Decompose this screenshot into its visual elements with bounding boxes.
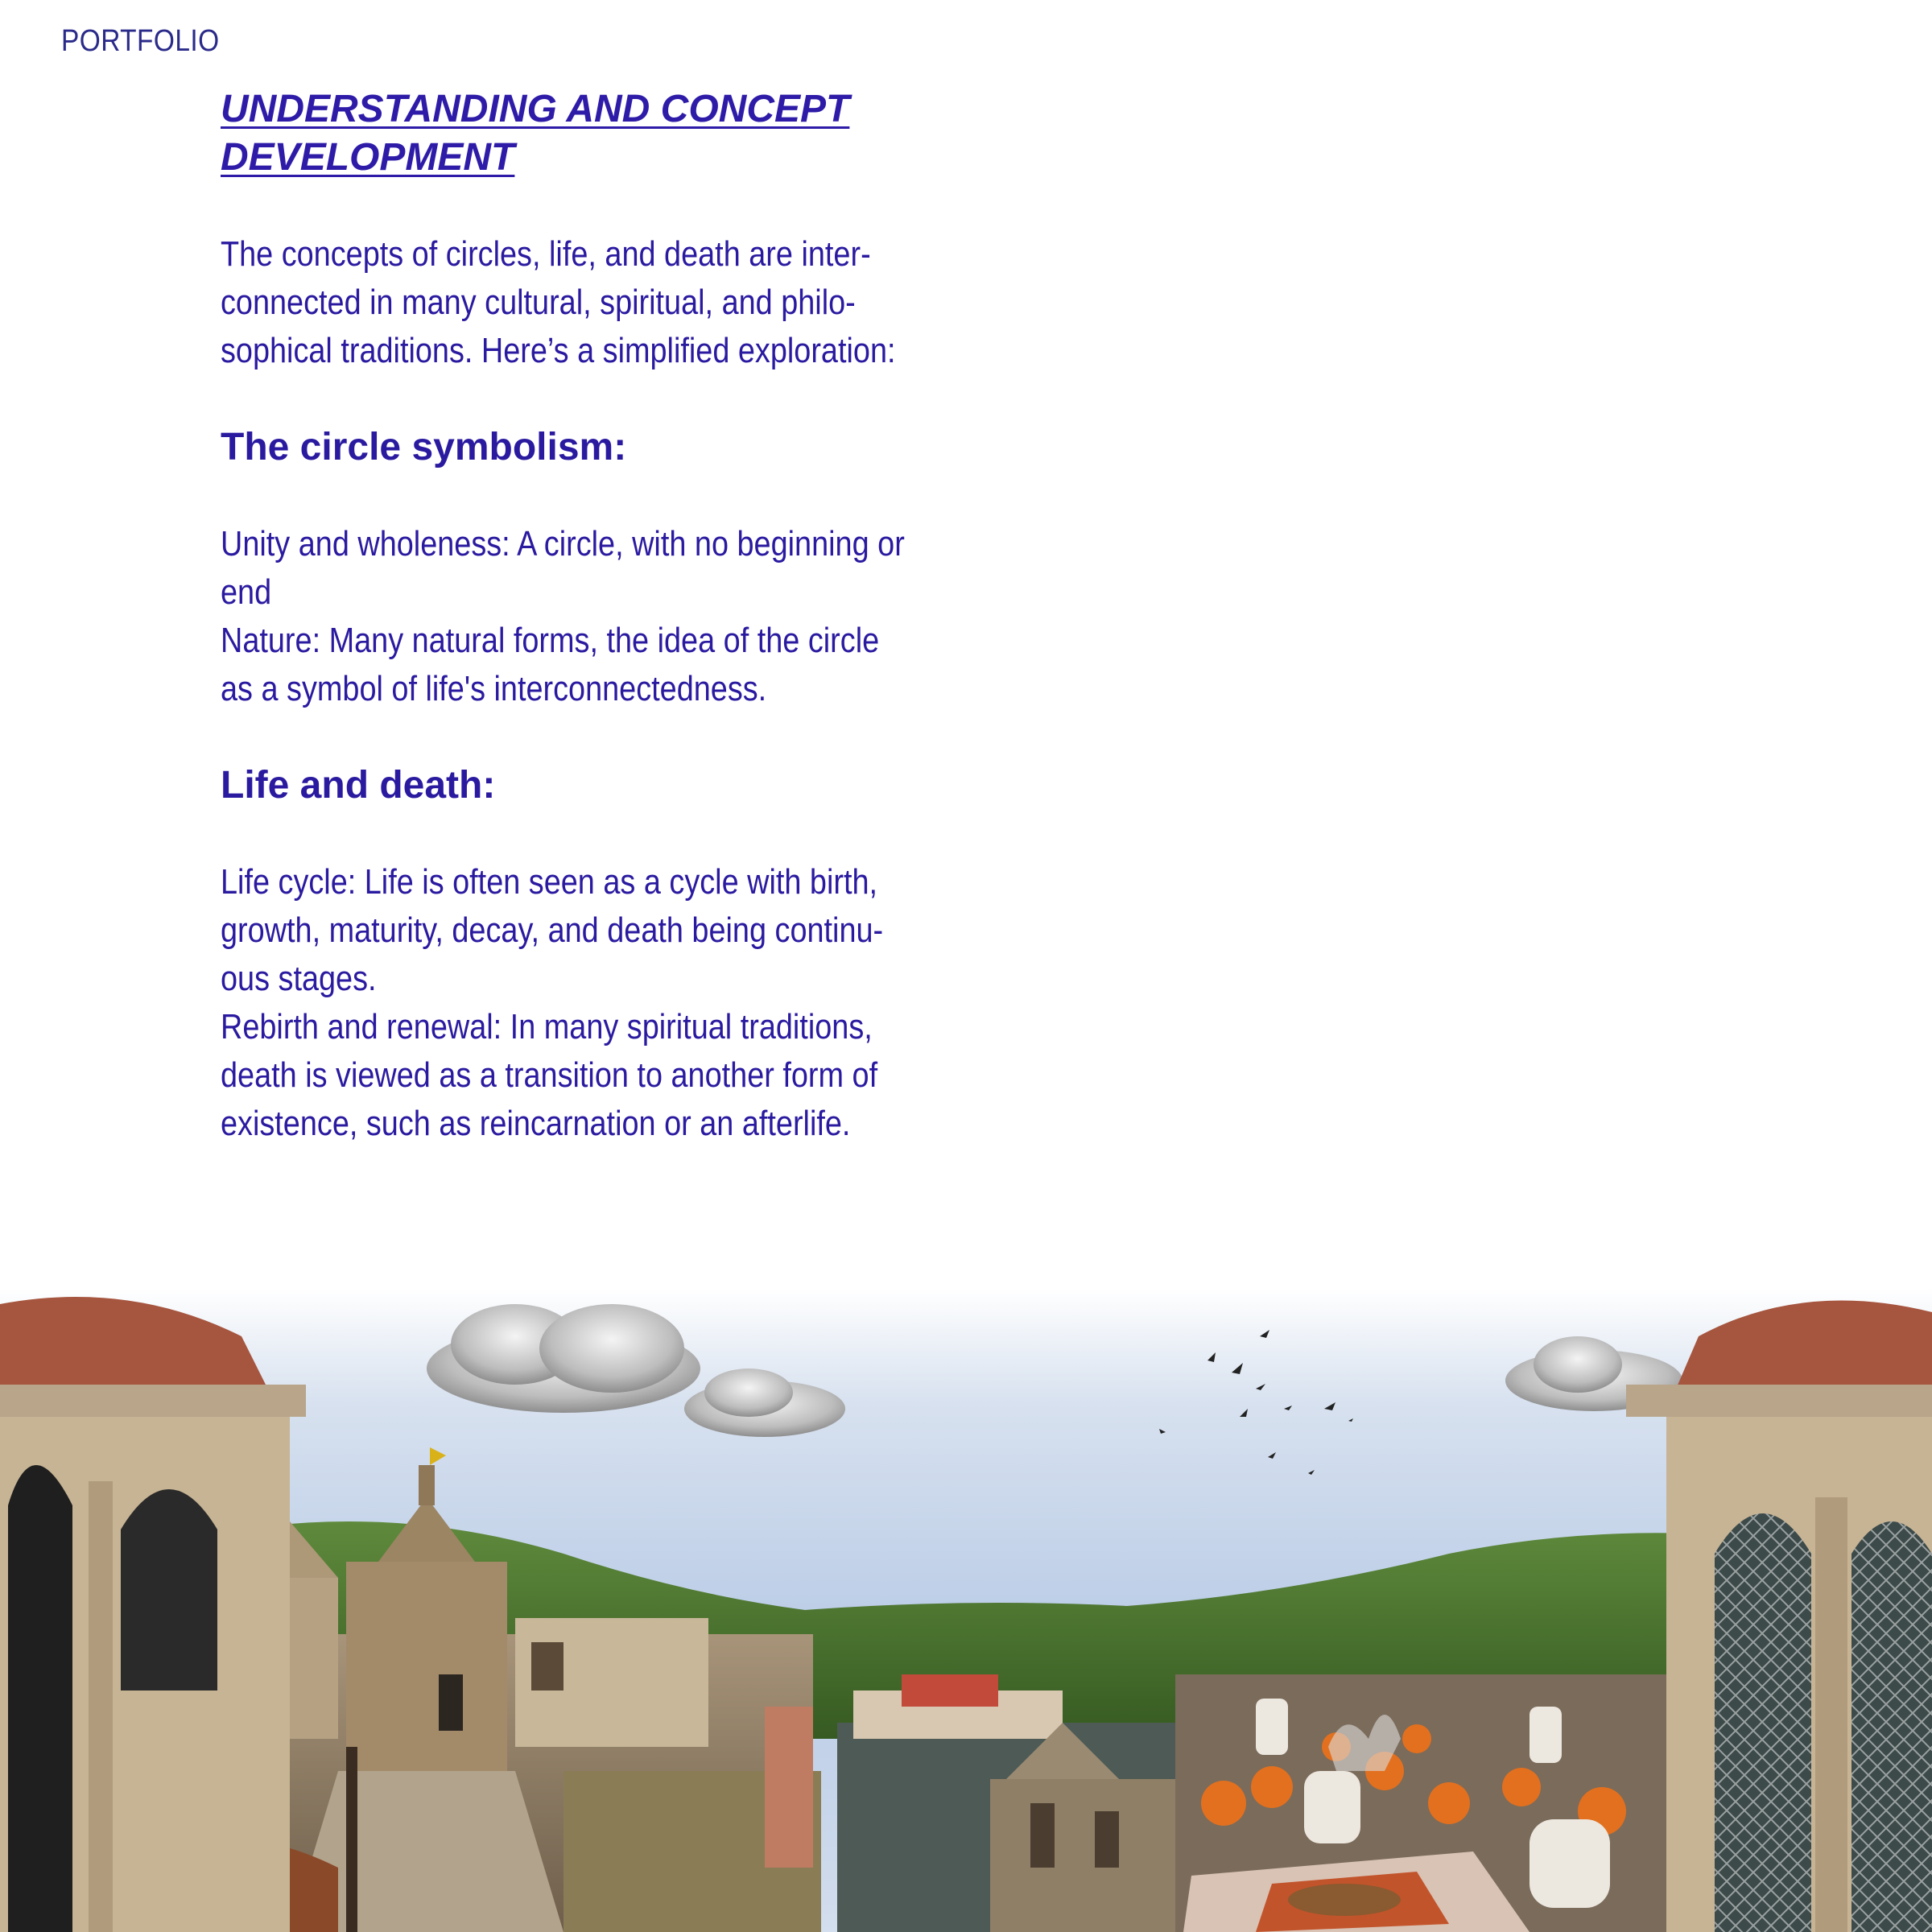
pavilion-left bbox=[0, 1297, 306, 1932]
page-title bbox=[221, 85, 1009, 182]
section-heading-circle-symbolism: The circle symbolism: bbox=[221, 426, 627, 469]
body-line: end bbox=[221, 572, 272, 612]
body-line: growth, maturity, decay, and death being continu- bbox=[221, 910, 884, 950]
circle-symbolism-paragraph bbox=[221, 520, 1009, 713]
ritual-gathering bbox=[1175, 1674, 1674, 1932]
title-line-2: DEVELOPMENT bbox=[221, 136, 515, 179]
intro-line: connected in many cultural, spiritual, and philo- bbox=[221, 283, 856, 322]
portfolio-label: PORTFOLIO bbox=[61, 24, 220, 58]
intro-paragraph bbox=[221, 230, 1009, 375]
body-line: ous stages. bbox=[221, 959, 377, 998]
body-line: Nature: Many natural forms, the idea of the circle bbox=[221, 621, 880, 660]
ghat-temple-collage-image bbox=[0, 1288, 1932, 1932]
pavilion-right bbox=[1626, 1300, 1932, 1932]
life-and-death-paragraph bbox=[221, 858, 1009, 1148]
body-line: existence, such as reincarnation or an afterlife. bbox=[221, 1104, 851, 1143]
body-line: death is viewed as a transition to another form of bbox=[221, 1055, 878, 1095]
intro-line: sophical traditions. Here’s a simplified exploration: bbox=[221, 331, 896, 370]
body-line: as a symbol of life's interconnectedness. bbox=[221, 669, 767, 708]
intro-line: The concepts of circles, life, and death are inter- bbox=[221, 234, 871, 274]
title-line-1: UNDERSTANDING AND CONCEPT bbox=[221, 88, 850, 130]
section-heading-life-and-death: Life and death: bbox=[221, 764, 496, 807]
body-line: Unity and wholeness: A circle, with no beginning or bbox=[221, 524, 905, 564]
body-line: Life cycle: Life is often seen as a cycle with birth, bbox=[221, 862, 878, 902]
body-line: Rebirth and renewal: In many spiritual traditions, bbox=[221, 1007, 873, 1046]
text-column bbox=[221, 85, 1009, 1148]
